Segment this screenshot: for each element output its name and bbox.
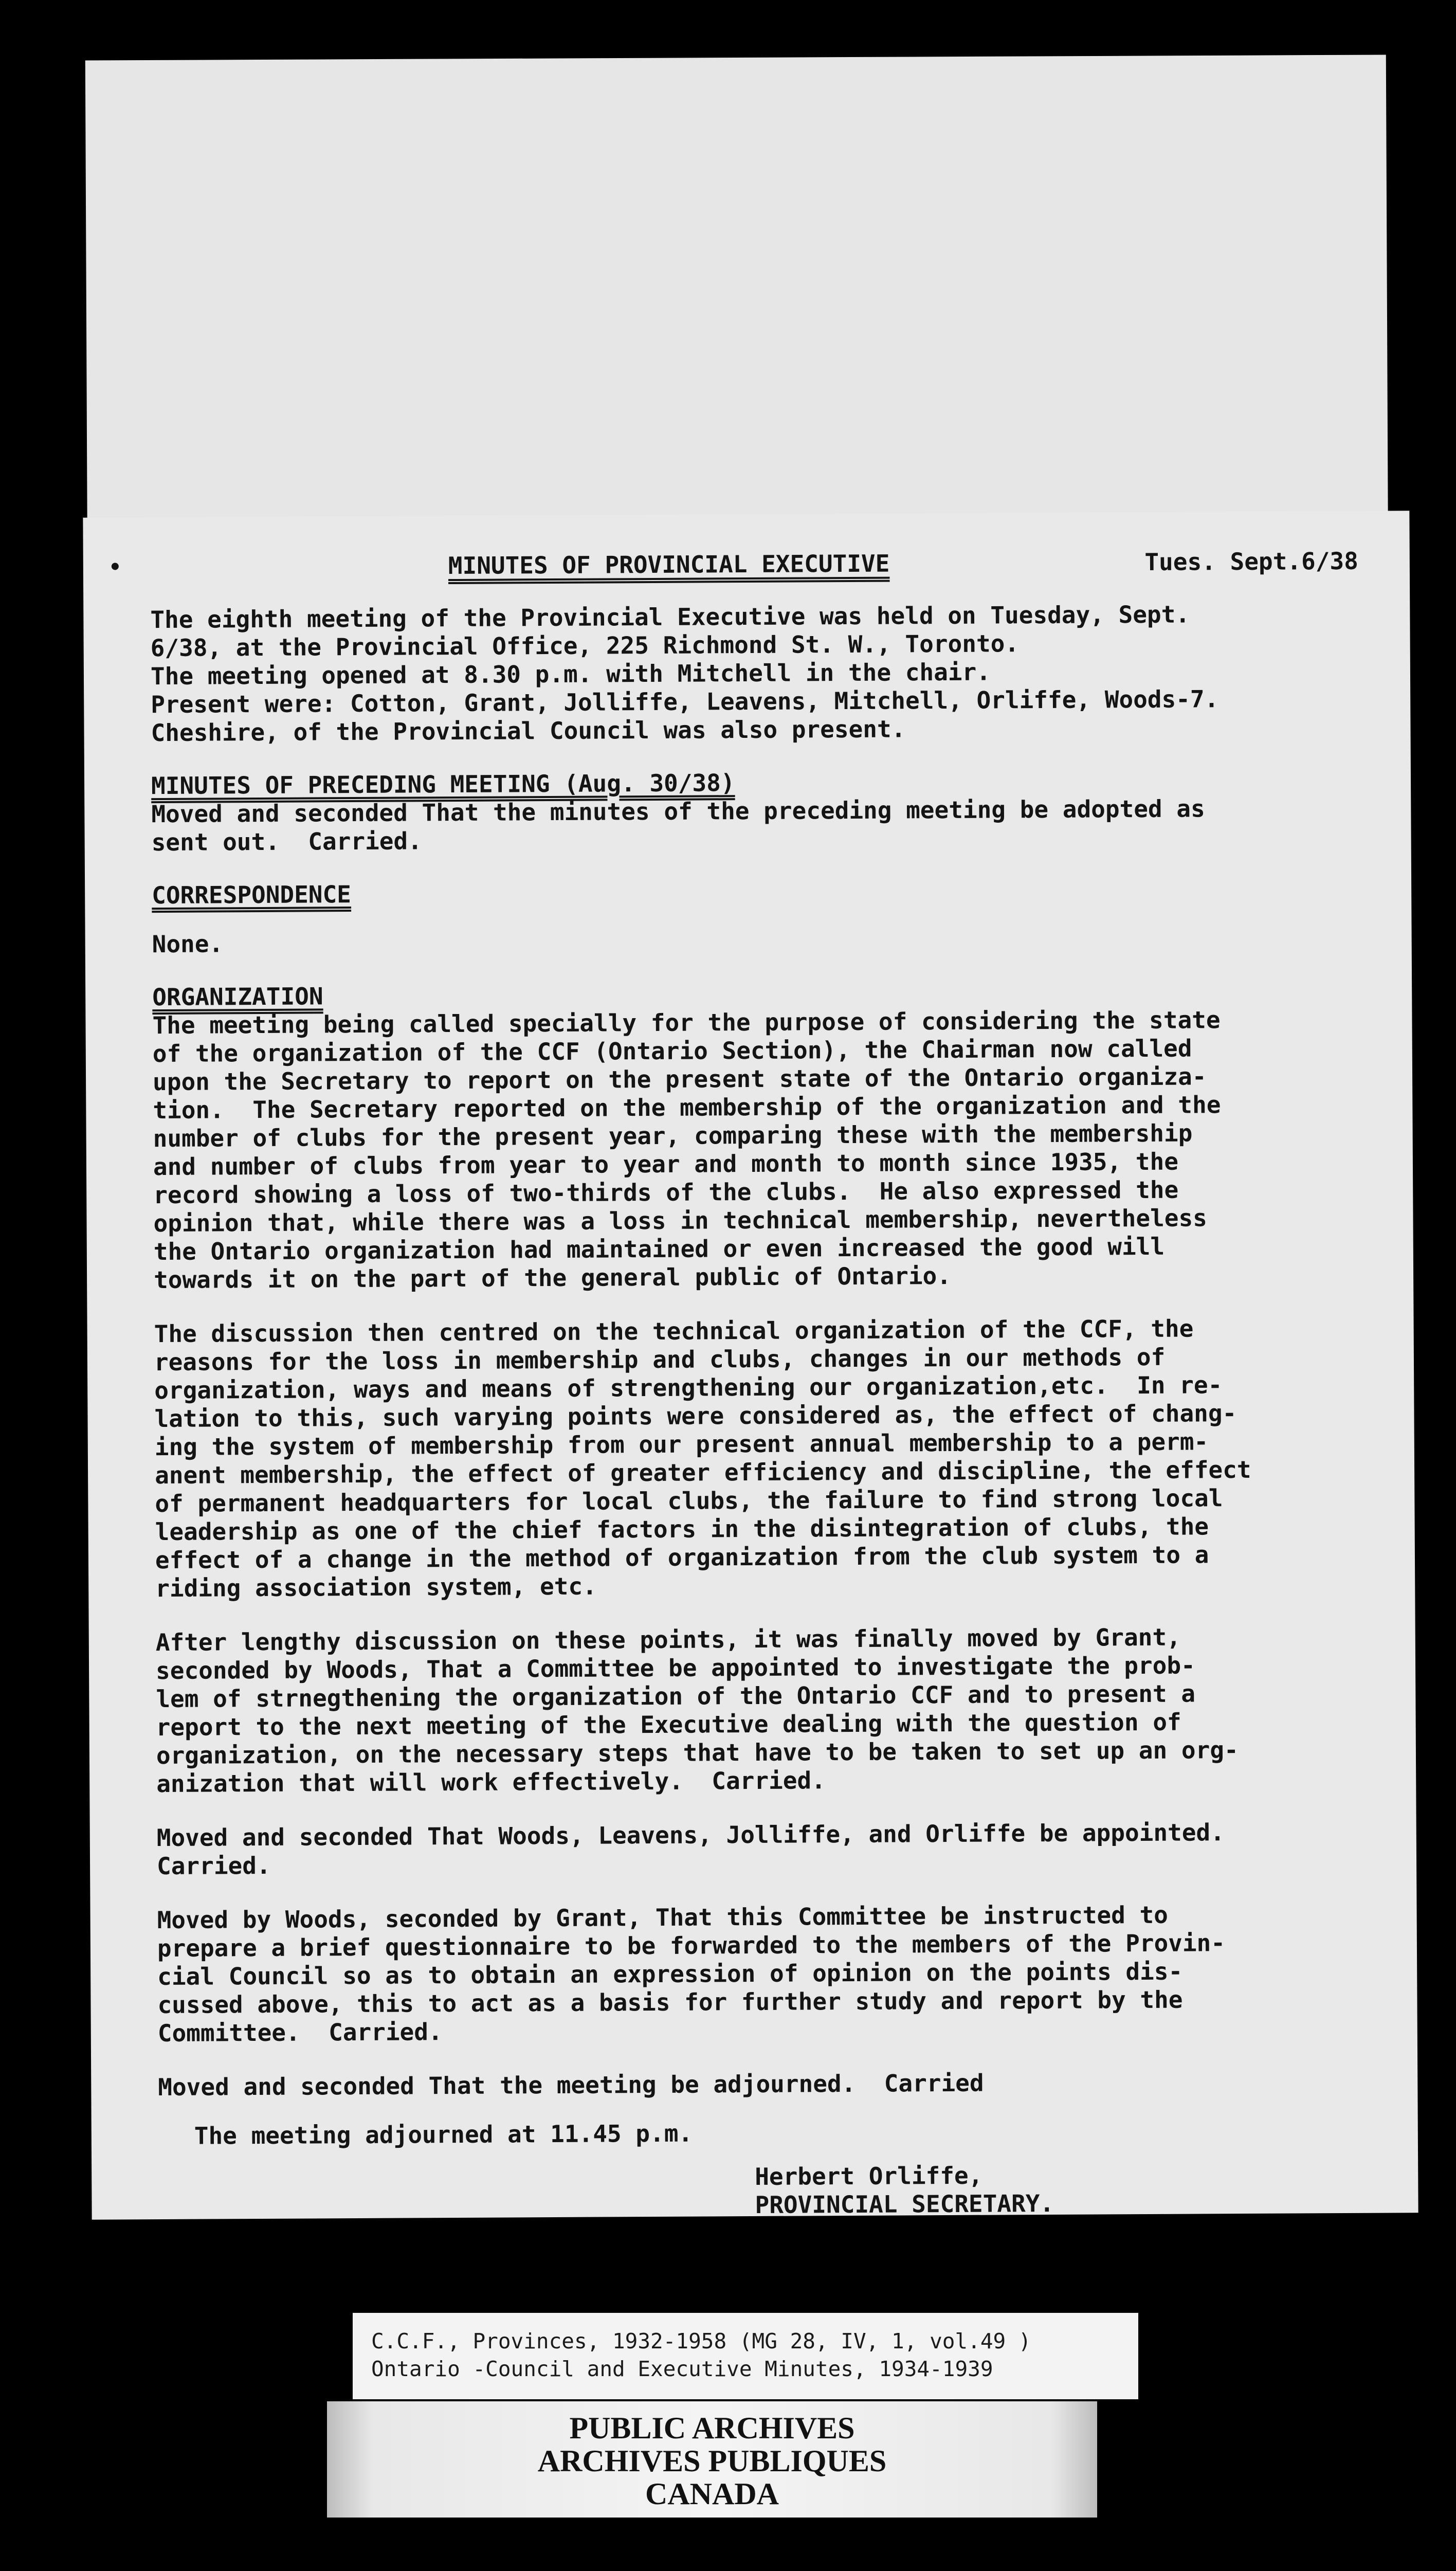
text-line: anization that will work effectively. Carried. (156, 1766, 826, 1798)
text-line: reasons for the loss in membership and clubs, changes in our methods of (154, 1343, 1166, 1377)
text-line: number of clubs for the present year, comparing these with the membership (153, 1119, 1193, 1153)
text-line: organization, on the necessary steps that have to be taken to set up an org- (156, 1736, 1239, 1770)
intro-paragraph (150, 600, 1379, 748)
archive-reference-line: Ontario -Council and Executive Minutes, 1934-1939 (371, 2357, 993, 2381)
text-line: 6/38, at the Provincial Office, 225 Richmond St. W., Toronto. (150, 629, 1020, 662)
text-line: record showing a loss of two-thirds of the clubs. He also expressed the (153, 1175, 1179, 1209)
text-line: Moved and seconded That the minutes of the preceding meeting be adopted as (151, 794, 1205, 828)
text-line: tion. The Secretary reported on the membership of the organization and the (153, 1091, 1221, 1125)
text-line: report to the next meeting of the Executive dealing with the question of (156, 1708, 1181, 1742)
blank-backing-sheet (85, 55, 1388, 585)
text-line: Committee. Carried. (157, 2018, 443, 2048)
text-line: riding association system, etc. (155, 1572, 597, 1603)
archive-stamp-line: PUBLIC ARCHIVES (569, 2411, 855, 2445)
text-line: towards it on the part of the general public of Ontario. (153, 1261, 952, 1294)
text-line: cial Council so as to obtain an expression of opinion on the points dis- (157, 1957, 1183, 1991)
text-line: leadership as one of the chief factors in the disintegration of clubs, the (155, 1512, 1209, 1546)
discussion-paragraph (154, 1314, 1385, 1603)
appointment-motion (157, 1818, 1386, 1881)
text-line: The eighth meeting of the Provincial Executive was held on Tuesday, Sept. (150, 600, 1190, 634)
text-line: Carried. (156, 1851, 271, 1880)
text-line: upon the Secretary to report on the present state of the Ontario organiza- (152, 1062, 1207, 1096)
archive-stamp (327, 2401, 1097, 2518)
section-heading: CORRESPONDENCE (152, 880, 352, 910)
text-line: None. (152, 930, 224, 958)
archive-stamp-line: CANADA (645, 2477, 779, 2511)
text-line: cussed above, this to act as a basis for further study and report by the (157, 1985, 1183, 2019)
text-line: lem of strnegthening the organization of the Ontario CCF and to present a (156, 1679, 1196, 1713)
text-line: opinion that, while there was a loss in technical membership, nevertheless (153, 1204, 1208, 1238)
text-line: organization, ways and means of strengthening our organization,etc. In re- (154, 1371, 1223, 1405)
text-line: effect of a change in the method of organization from the club system to a (155, 1541, 1209, 1574)
text-line: The discussion then centred on the technical organization of the CCF, the (154, 1314, 1194, 1348)
text-line: The meeting opened at 8.30 p.m. with Mitchell in the chair. (150, 658, 991, 691)
text-line: of the organization of the CCF (Ontario Section), the Chairman now called (152, 1034, 1192, 1068)
minutes-text (150, 547, 1388, 2222)
document-title: MINUTES OF PROVINCIAL EXECUTIVE (448, 549, 890, 580)
archive-reference-line: C.C.F., Provinces, 1932-1958 (MG 28, IV, 1, vol.49 ) (371, 2329, 1031, 2353)
text-line: and number of clubs from year to year and month to month since 1935, the (153, 1147, 1179, 1181)
text-line: seconded by Woods, That a Committee be appointed to investigate the prob- (155, 1651, 1195, 1685)
questionnaire-motion (157, 1900, 1386, 2048)
minutes-page (83, 511, 1418, 2219)
adjournment-motion: Moved and seconded That the meeting be adjourned. Carried (158, 2069, 984, 2102)
text-line: of permanent headquarters for local clubs, the failure to find strong local (155, 1484, 1223, 1518)
section-heading: ORGANIZATION (152, 982, 323, 1011)
section-preceding-minutes (151, 766, 1380, 857)
text-line: Moved and seconded That Woods, Leavens, Jolliffe, and Orliffe be appointed. (156, 1818, 1225, 1852)
section-correspondence (152, 875, 1381, 959)
archive-reference-label (353, 2313, 1138, 2399)
text-line: the Ontario organization had maintained or even increased the good will (153, 1232, 1165, 1266)
text-line: prepare a brief questionnaire to be forwarded to the members of the Provin- (157, 1929, 1226, 1963)
text-line: After lengthy discussion on these points, it was finally moved by Grant, (155, 1623, 1181, 1657)
meeting-date: Tues. Sept.6/38 (1144, 547, 1358, 576)
text-line: Moved by Woods, seconded by Grant, That this Committee be instructed to (157, 1900, 1169, 1934)
text-line: anent membership, the effect of greater efficiency and discipline, the effect (154, 1455, 1251, 1490)
punch-hole-mark (112, 563, 119, 570)
adjournment-time: The meeting adjourned at 11.45 p.m. (194, 2119, 693, 2150)
text-line: Present were: Cotton, Grant, Jolliffe, Leavens, Mitchell, Orliffe, Woods-7. (151, 685, 1219, 719)
archive-stamp-line: ARCHIVES PUBLIQUES (537, 2444, 887, 2478)
text-line: Cheshire, of the Provincial Council was also present. (151, 715, 906, 747)
text-line: ing the system of membership from our present annual membership to a perm- (154, 1427, 1209, 1461)
text-line: sent out. Carried. (151, 827, 422, 857)
text-line: lation to this, such varying points were considered as, the effect of chang- (154, 1399, 1237, 1433)
signature-name: Herbert Orliffe, (755, 2161, 983, 2190)
title-row (150, 547, 1379, 585)
signature-title: PROVINCIAL SECRETARY. (755, 2189, 1054, 2219)
section-heading: MINUTES OF PRECEDING MEETING (Aug. 30/38) (151, 769, 735, 800)
committee-motion (156, 1622, 1386, 1799)
text-line: The meeting being called specially for the purpose of considering the state (152, 1006, 1221, 1040)
section-organization (152, 977, 1382, 1295)
